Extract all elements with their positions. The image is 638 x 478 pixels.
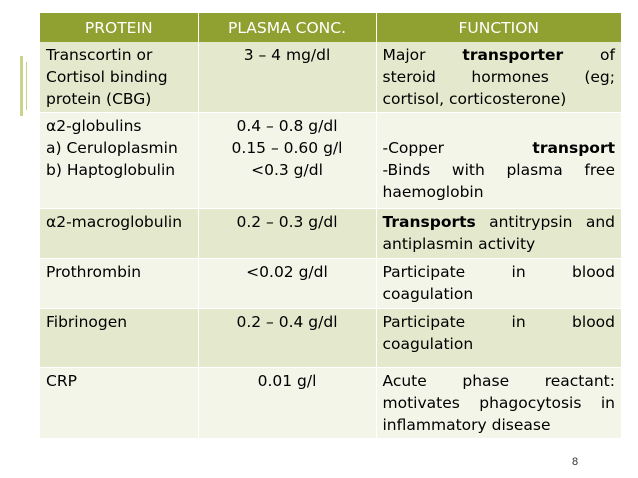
function-text: inflammatory disease: [382, 416, 551, 434]
protein-line: Transcortin or: [46, 46, 153, 64]
function-line: [383, 211, 616, 233]
function-text: Acute phase reactant:: [382, 372, 615, 390]
function-emphasis: transporter: [462, 46, 564, 64]
function-text: Participate in blood: [382, 313, 615, 331]
plasma-conc-cell: [198, 42, 376, 113]
function-text: -Copper: [382, 139, 533, 157]
function-text: motivates phagocytosis in: [382, 394, 615, 412]
conc-line: 3 – 4 mg/dl: [243, 46, 331, 64]
page-number: 8: [572, 456, 579, 468]
function-line: [383, 370, 616, 392]
function-cell: [376, 209, 621, 259]
function-cell: [376, 368, 621, 439]
function-text: steroid hormones (eg;: [382, 68, 615, 86]
function-line: [383, 44, 616, 66]
plasma-conc-cell: [198, 368, 376, 439]
function-line: [383, 233, 616, 255]
function-line: [383, 115, 616, 137]
decorative-accent-bar: [20, 56, 23, 116]
function-text: Participate in blood: [382, 263, 615, 281]
function-line: [383, 283, 616, 305]
function-text: antiplasmin activity: [382, 235, 536, 253]
function-text: cortisol, corticosterone): [382, 90, 567, 108]
function-text: coagulation: [382, 285, 474, 303]
conc-line: <0.02 g/dl: [246, 263, 328, 281]
function-text: -Binds with plasma free: [382, 161, 615, 179]
table-row: [40, 42, 621, 113]
protein-line: Fibrinogen: [46, 313, 128, 331]
function-line: [383, 333, 616, 355]
function-line: [383, 261, 616, 283]
protein-line: a) Ceruloplasmin: [46, 139, 178, 157]
function-cell: [376, 309, 621, 368]
protein-line: protein (CBG): [46, 90, 152, 108]
plasma-protein-table: [40, 13, 621, 439]
function-emphasis: Transports: [382, 213, 476, 231]
function-line: [383, 181, 616, 203]
conc-line: 0.4 – 0.8 g/dl: [236, 117, 338, 135]
protein-cell: [40, 309, 198, 368]
conc-line: 0.2 – 0.4 g/dl: [236, 313, 338, 331]
function-line: [383, 392, 616, 414]
protein-line: b) Haptoglobulin: [46, 161, 176, 179]
table-row: [40, 368, 621, 439]
function-cell: [376, 259, 621, 309]
function-emphasis: transport: [532, 139, 615, 157]
function-text: haemoglobin: [382, 183, 484, 201]
plasma-conc-cell: [198, 209, 376, 259]
function-text: of: [563, 46, 615, 64]
protein-line: Cortisol binding: [46, 68, 168, 86]
conc-line: 0.01 g/l: [257, 372, 317, 390]
table-header-row: [40, 13, 621, 42]
header-plasma-conc: PLASMA CONC.: [198, 13, 376, 42]
table-row: [40, 113, 621, 209]
conc-line: 0.15 – 0.60 g/l: [231, 139, 343, 157]
protein-cell: [40, 368, 198, 439]
table-row: [40, 209, 621, 259]
protein-cell: [40, 113, 198, 209]
protein-line: CRP: [46, 372, 77, 390]
table-row: [40, 259, 621, 309]
protein-line: α2-globulins: [46, 117, 142, 135]
function-line: [383, 159, 616, 181]
plasma-conc-cell: [198, 309, 376, 368]
function-line: [383, 66, 616, 88]
function-text: coagulation: [382, 335, 474, 353]
function-text: Major: [382, 46, 463, 64]
plasma-conc-cell: [198, 259, 376, 309]
protein-line: α2-macroglobulin: [46, 213, 183, 231]
function-line: [383, 88, 616, 110]
protein-line: Prothrombin: [46, 263, 142, 281]
header-function: FUNCTION: [376, 13, 621, 42]
protein-cell: [40, 259, 198, 309]
function-line: [383, 137, 616, 159]
header-protein: PROTEIN: [40, 13, 198, 42]
function-line: [383, 414, 616, 436]
function-text: antitrypsin and: [475, 213, 615, 231]
plasma-conc-cell: [198, 113, 376, 209]
table-row: [40, 309, 621, 368]
protein-cell: [40, 209, 198, 259]
decorative-accent-line: [26, 62, 27, 110]
function-cell: [376, 42, 621, 113]
conc-line: <0.3 g/dl: [251, 161, 323, 179]
conc-line: 0.2 – 0.3 g/dl: [236, 213, 338, 231]
protein-cell: [40, 42, 198, 113]
function-line: [383, 311, 616, 333]
function-cell: [376, 113, 621, 209]
